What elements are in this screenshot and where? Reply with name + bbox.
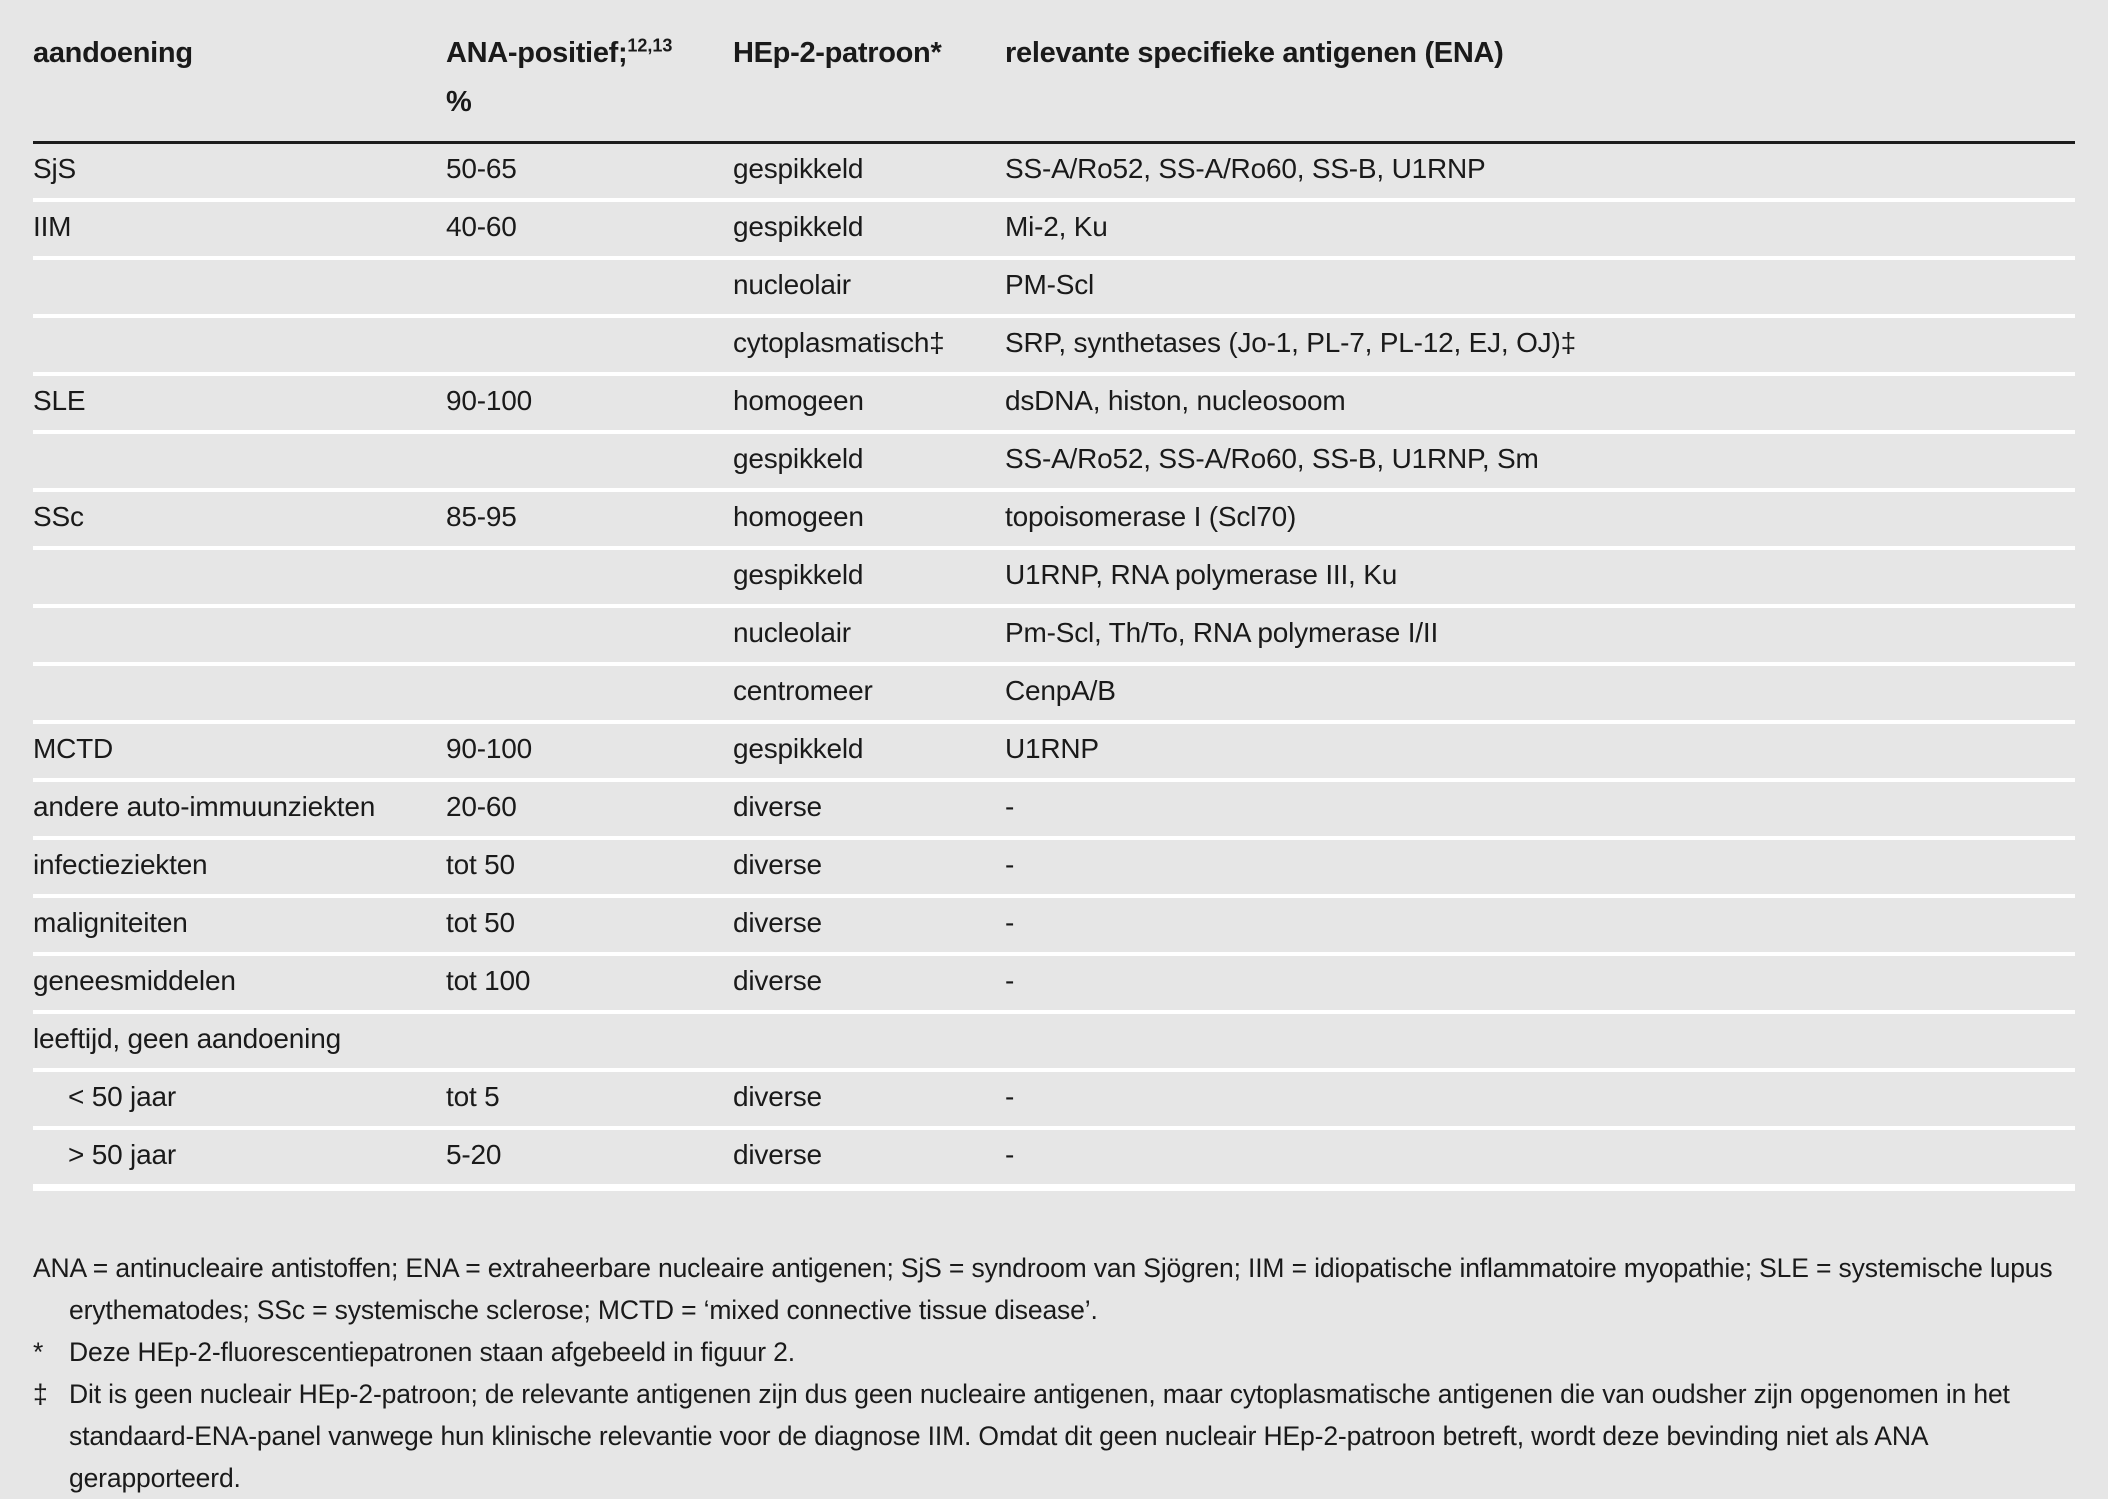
header-row <box>33 30 2075 142</box>
cell-hep2-patroon: nucleolair <box>733 606 1005 664</box>
cell-hep2-patroon <box>733 1012 1005 1070</box>
cell-aandoening: geneesmiddelen <box>33 954 446 1012</box>
ana-overview-table <box>33 30 2075 1191</box>
table-row <box>33 548 2075 606</box>
cell-ana-positief <box>446 664 733 722</box>
cell-aandoening <box>33 258 446 316</box>
cell-aandoening <box>33 606 446 664</box>
table-row <box>33 316 2075 374</box>
cell-antigenen: - <box>1005 780 2075 838</box>
table-figure <box>0 30 2108 1493</box>
cell-hep2-patroon: centromeer <box>733 664 1005 722</box>
cell-antigenen: CenpA/B <box>1005 664 2075 722</box>
cell-antigenen: - <box>1005 1070 2075 1128</box>
table-row <box>33 258 2075 316</box>
table-row <box>33 664 2075 722</box>
cell-aandoening <box>33 316 446 374</box>
cell-hep2-patroon: gespikkeld <box>733 432 1005 490</box>
column-header-aandoening-label: aandoening <box>33 37 193 69</box>
cell-ana-positief: 90-100 <box>446 722 733 780</box>
cell-aandoening: IIM <box>33 200 446 258</box>
footnote-asterisk-marker: * <box>33 1336 44 1367</box>
table-row <box>33 1012 2075 1070</box>
cell-hep2-patroon: diverse <box>733 838 1005 896</box>
table-row <box>33 838 2075 896</box>
cell-aandoening: SSc <box>33 490 446 548</box>
cell-aandoening: < 50 jaar <box>33 1070 446 1128</box>
cell-antigenen: - <box>1005 896 2075 954</box>
cell-aandoening: maligniteiten <box>33 896 446 954</box>
table-row <box>33 490 2075 548</box>
footnote-abbreviations-text: ANA = antinucleaire antistoffen; ENA = extraheerbare nucleaire antigenen; SjS = syndroom van Sjögren; IIM = idiopatische inflammatoire myopathie; SLE = systemische lupus erythematodes; SSc = systemische sclerose; MCTD = ‘mixed connective tissue disease’. <box>33 1252 2053 1325</box>
cell-antigenen: SRP, synthetases (Jo-1, PL-7, PL-12, EJ, OJ)‡ <box>1005 316 2075 374</box>
column-header-hep2-patroon <box>733 30 1005 142</box>
cell-ana-positief <box>446 432 733 490</box>
cell-hep2-patroon: nucleolair <box>733 258 1005 316</box>
cell-ana-positief: tot 100 <box>446 954 733 1012</box>
cell-antigenen: SS-A/Ro52, SS-A/Ro60, SS-B, U1RNP, Sm <box>1005 432 2075 490</box>
cell-antigenen: - <box>1005 838 2075 896</box>
table-row <box>33 1128 2075 1188</box>
cell-antigenen <box>1005 1012 2075 1070</box>
footnotes <box>33 1247 2073 1499</box>
column-header-ana-positief-unit: % <box>446 86 472 118</box>
cell-ana-positief <box>446 316 733 374</box>
cell-antigenen: PM-Scl <box>1005 258 2075 316</box>
cell-ana-positief: 40-60 <box>446 200 733 258</box>
cell-antigenen: - <box>1005 1128 2075 1188</box>
table-row <box>33 780 2075 838</box>
cell-aandoening: SjS <box>33 142 446 200</box>
table-row <box>33 1070 2075 1128</box>
cell-aandoening: SLE <box>33 374 446 432</box>
cell-aandoening: > 50 jaar <box>33 1128 446 1188</box>
cell-antigenen: U1RNP <box>1005 722 2075 780</box>
cell-aandoening <box>33 548 446 606</box>
table-body <box>33 142 2075 1187</box>
cell-hep2-patroon: gespikkeld <box>733 200 1005 258</box>
cell-antigenen: - <box>1005 954 2075 1012</box>
cell-antigenen: U1RNP, RNA polymerase III, Ku <box>1005 548 2075 606</box>
cell-hep2-patroon: diverse <box>733 1070 1005 1128</box>
column-header-aandoening <box>33 30 446 142</box>
footnote-doubledagger-text: Dit is geen nucleair HEp-2-patroon; de relevante antigenen zijn dus geen nucleaire antigenen, maar cytoplasmatische antigenen die van oudsher zijn opgenomen in het standaard-ENA-panel vanwege hun klinische relevantie voor de diagnose IIM. Omdat dit geen nucleair HEp-2-patroon betreft, wordt deze bevinding niet als ANA gerapporteerd. <box>69 1378 2010 1493</box>
cell-hep2-patroon: cytoplasmatisch‡ <box>733 316 1005 374</box>
table-header <box>33 30 2075 142</box>
cell-aandoening <box>33 432 446 490</box>
footnote-abbreviations <box>33 1247 2073 1331</box>
cell-ana-positief: tot 5 <box>446 1070 733 1128</box>
cell-hep2-patroon: homogeen <box>733 374 1005 432</box>
cell-ana-positief: 85-95 <box>446 490 733 548</box>
cell-aandoening: infectieziekten <box>33 838 446 896</box>
cell-ana-positief: 50-65 <box>446 142 733 200</box>
column-header-ana-positief <box>446 30 733 142</box>
cell-ana-positief <box>446 258 733 316</box>
cell-ana-positief: 90-100 <box>446 374 733 432</box>
cell-aandoening: MCTD <box>33 722 446 780</box>
footnote-asterisk-text: Deze HEp-2-fluorescentiepatronen staan afgebeeld in figuur 2. <box>69 1336 795 1367</box>
cell-ana-positief <box>446 1012 733 1070</box>
column-header-antigenen <box>1005 30 2075 142</box>
table-row <box>33 200 2075 258</box>
cell-ana-positief: tot 50 <box>446 896 733 954</box>
table-row <box>33 896 2075 954</box>
cell-antigenen: Mi-2, Ku <box>1005 200 2075 258</box>
column-header-ana-positief-label: ANA-positief; <box>446 37 628 69</box>
cell-hep2-patroon: gespikkeld <box>733 722 1005 780</box>
cell-ana-positief <box>446 606 733 664</box>
cell-hep2-patroon: diverse <box>733 780 1005 838</box>
cell-aandoening: leeftijd, geen aandoening <box>33 1012 446 1070</box>
column-header-antigenen-label: relevante specifieke antigenen (ENA) <box>1005 37 1504 69</box>
cell-antigenen: SS-A/Ro52, SS-A/Ro60, SS-B, U1RNP <box>1005 142 2075 200</box>
footnote-doubledagger <box>33 1373 2073 1499</box>
cell-antigenen: Pm-Scl, Th/To, RNA polymerase I/II <box>1005 606 2075 664</box>
cell-ana-positief: tot 50 <box>446 838 733 896</box>
footnote-asterisk <box>33 1331 2073 1373</box>
cell-ana-positief: 5-20 <box>446 1128 733 1188</box>
table-row <box>33 954 2075 1012</box>
cell-ana-positief <box>446 548 733 606</box>
column-header-ana-positief-refs: 12,13 <box>627 35 673 56</box>
column-header-hep2-patroon-label: HEp-2-patroon* <box>733 37 942 69</box>
footnote-doubledagger-marker: ‡ <box>33 1378 48 1409</box>
cell-hep2-patroon: diverse <box>733 1128 1005 1188</box>
cell-aandoening <box>33 664 446 722</box>
table-row <box>33 374 2075 432</box>
table-row <box>33 722 2075 780</box>
cell-hep2-patroon: homogeen <box>733 490 1005 548</box>
table-row <box>33 606 2075 664</box>
cell-antigenen: topoisomerase I (Scl70) <box>1005 490 2075 548</box>
cell-aandoening: andere auto-immuunziekten <box>33 780 446 838</box>
cell-hep2-patroon: diverse <box>733 954 1005 1012</box>
cell-hep2-patroon: gespikkeld <box>733 548 1005 606</box>
cell-hep2-patroon: gespikkeld <box>733 142 1005 200</box>
cell-antigenen: dsDNA, histon, nucleosoom <box>1005 374 2075 432</box>
cell-ana-positief: 20-60 <box>446 780 733 838</box>
cell-hep2-patroon: diverse <box>733 896 1005 954</box>
table-row <box>33 142 2075 200</box>
table-row <box>33 432 2075 490</box>
